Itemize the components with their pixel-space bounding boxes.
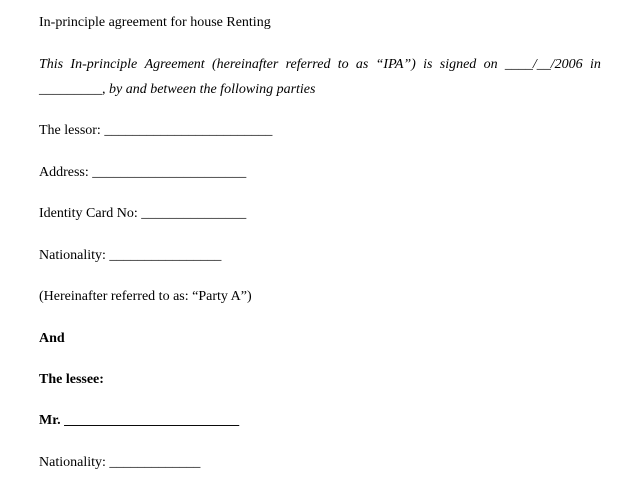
lessor-field: The lessor: ________________________: [39, 123, 273, 138]
intro-line-1: [39, 56, 601, 74]
intro-word: on: [483, 57, 498, 72]
nationality-a-field: Nationality: ________________: [39, 248, 222, 263]
intro-word: In-principle: [70, 57, 138, 72]
party-a-note: (Hereinafter referred to as: “Party A”): [39, 289, 252, 304]
intro-word: (hereinafter: [211, 57, 279, 72]
intro-word: to: [337, 57, 349, 72]
intro-word: This: [39, 57, 64, 72]
address-field: Address: ______________________: [39, 165, 247, 180]
and-heading: And: [39, 331, 65, 346]
intro-word: in: [589, 57, 601, 72]
intro-word: signed: [439, 57, 477, 72]
intro-word: as: [355, 57, 369, 72]
intro-line-2: _________, by and between the following parties: [39, 82, 316, 97]
id-card-field: Identity Card No: _______________: [39, 206, 247, 221]
intro-word: is: [423, 57, 433, 72]
intro-word: referred: [285, 57, 331, 72]
intro-word: “IPA”): [375, 57, 416, 72]
mr-field: Mr. _________________________: [39, 413, 240, 428]
document-title: In-principle agreement for house Renting: [39, 15, 271, 30]
intro-word: Agreement: [144, 57, 205, 72]
lessee-heading: The lessee:: [39, 372, 104, 387]
date-blank: ____/__/2006: [504, 57, 583, 72]
nationality-b-field: Nationality: _____________: [39, 455, 201, 470]
